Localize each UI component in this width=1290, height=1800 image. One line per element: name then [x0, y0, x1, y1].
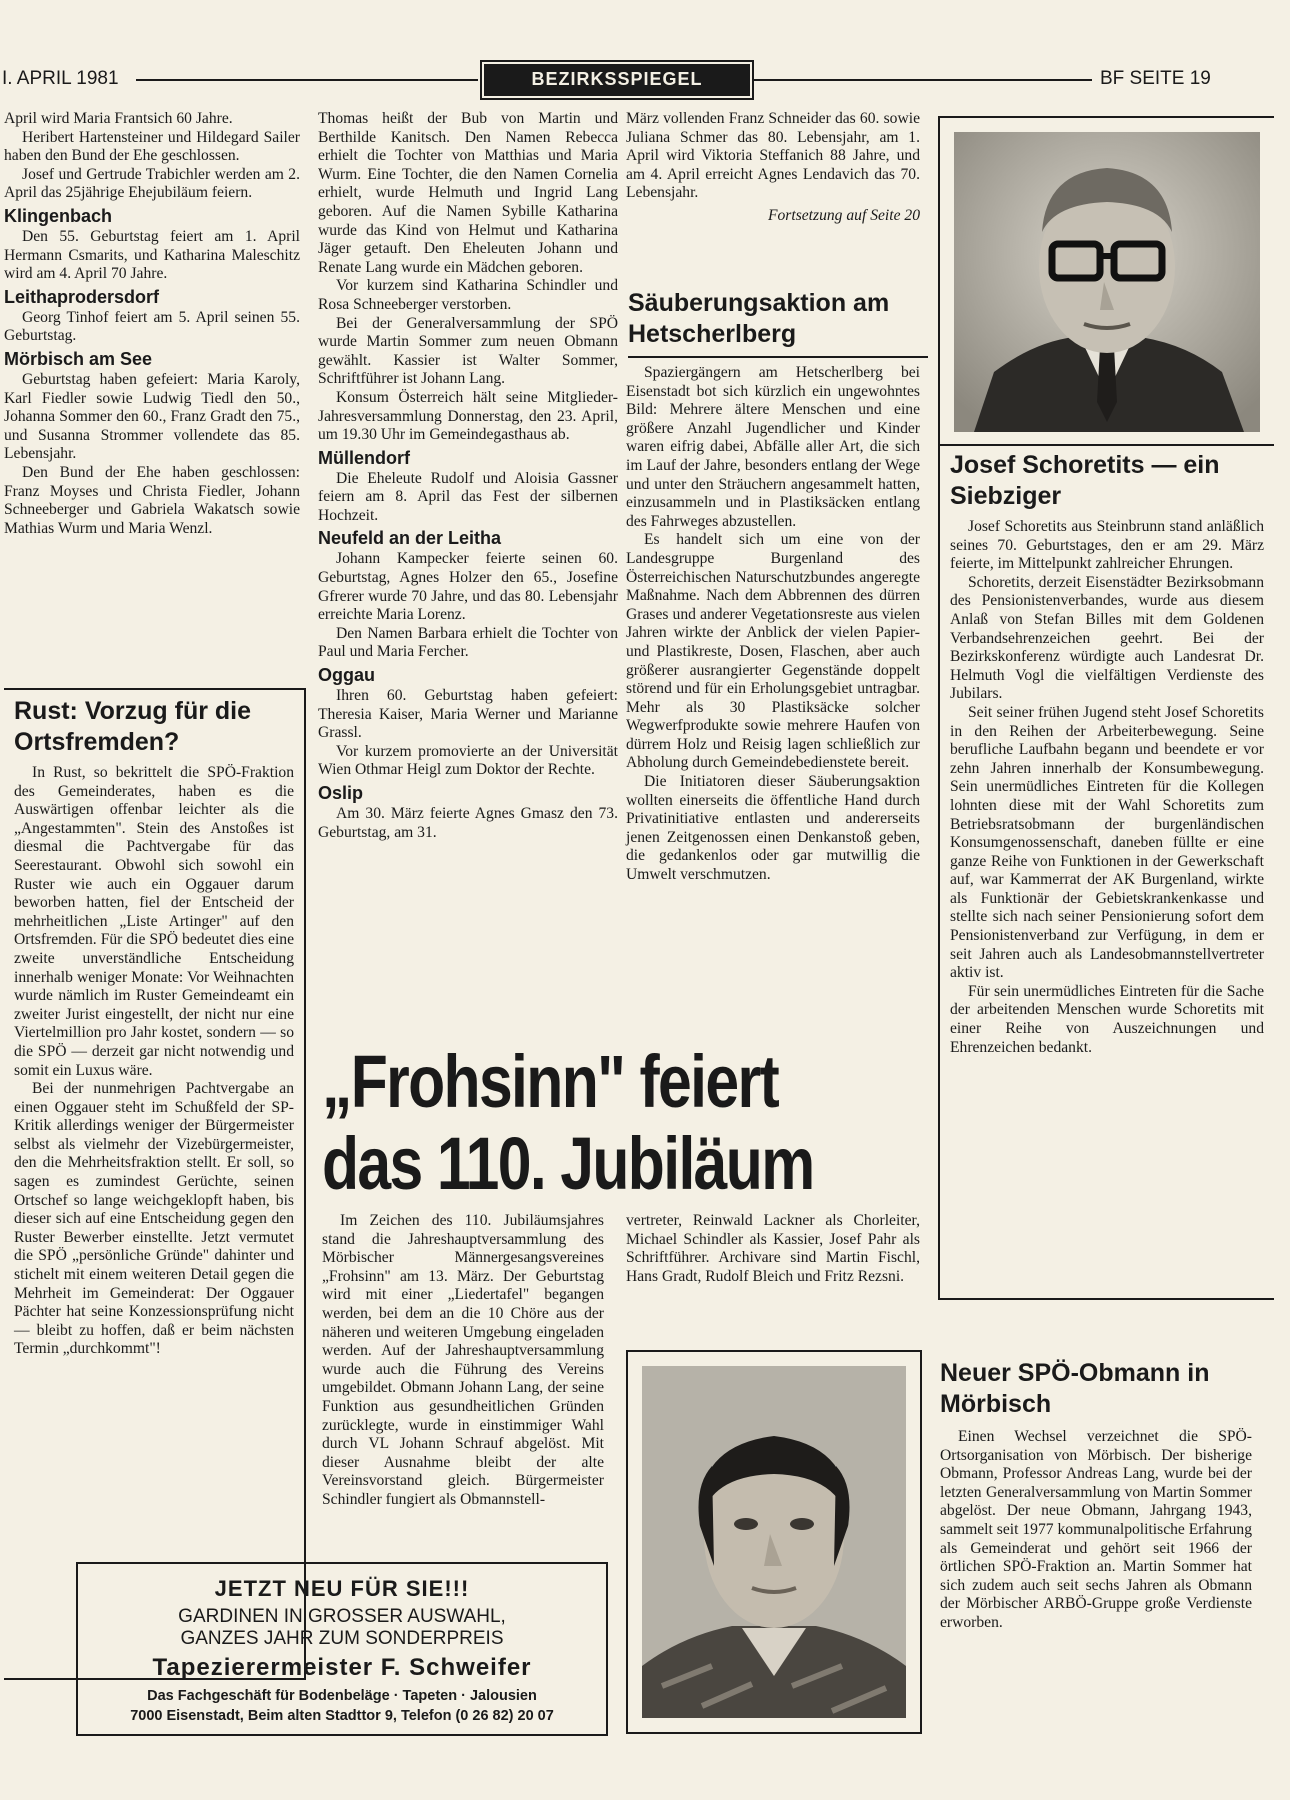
paragraph: Josef Schoretits aus Steinbrunn stand anläßlich seines 70. Geburtstages, den er am 29. März feierte, im Mittelpunkt zahlreicher Ehrungen.: [950, 518, 1264, 573]
rust-headline: Rust: Vorzug für die Ortsfremden?: [14, 697, 252, 756]
ad-company-name: Tapezierermeister F. Schweifer: [152, 1654, 532, 1681]
paragraph: Seit seiner frühen Jugend steht Josef Schoretits in den Reihen der Arbeiterbewegung. Seine berufliche Laufbahn begann und beendete er vor zehn Jahren innerhalb der Konsumbewegung. Sein unermüdliches Eintreten für die Kollegen lohnten diese mit der Wahl Schoretits zum Betriebsratsobmann der burgenländischen Konsumgenossenschaft, daneben füllte er eine ganze Reihe von Funktionen in der Gewerkschaft auf, war Kammerrat der AK Burgenland, wirkte als Funktionär der Gebietskrankenkasse und stellte sich nach seiner Pensionierung sofort dem Pensionistenverband zur Verfügung, in dem er seit Jahren auch als Landesobmannstellvertreter aktiv ist.: [950, 703, 1264, 982]
rust-body: [14, 764, 294, 1359]
paragraph: Thomas heißt der Bub von Martin und Berthilde Kanitsch. Den Namen Rebecca erhielt die Tochter von Matthias und Maria Wurm. Eine Tochter, die den Namen Cornelia erhielt, wurde Helmuth und Ingrid Lang geboren. Auf die Namen Sybille Katharina wurde das Kind von Helmut und Katharina Jäger getauft. Den Eheleuten Johann und Renate Lang wurde ein Mädchen geboren.: [318, 110, 618, 276]
advertisement-box: [76, 1562, 608, 1736]
portrait-schoretits-image: [954, 132, 1260, 432]
hetscherlberg-headline: Säuberungsaktion am Hetscherlberg: [628, 289, 890, 348]
paragraph: Geburtstag haben gefeiert: Maria Karoly, Karl Fiedler sowie Ludwig Tiedl den 50., Johanna Sommer den 60., Franz Gradt den 75., und Susanna Strommer vollendete das 85. Lebensjahr.: [4, 370, 300, 463]
subheading-oggau: Oggau: [318, 665, 375, 686]
subheading-klingenbach: Klingenbach: [4, 205, 113, 226]
paragraph: Schoretits, derzeit Eisenstädter Bezirksobmann des Pensionistenverbandes, wurde aus diesem Anlaß von Stefan Billes mit dem Goldenen Verbandsehrenzeichen geehrt. Bei der Bezirkskonferenz würdigte auch Landesrat Dr. Helmuth Vogl die vielfältigen Verdienste des Jubilars.: [950, 573, 1264, 703]
ad-headline: JETZT NEU FÜR SIE!!!: [214, 1576, 470, 1601]
paragraph: Für sein unermüdliches Eintreten für die Sache der arbeitenden Menschen wurde Schoretits mit einer Reihe von Auszeichnungen und Ehrenzeichen bedankt.: [950, 982, 1264, 1056]
paragraph: Die Eheleute Rudolf und Aloisia Gassner feiern am 8. April das Fest der silbernen Hochzeit.: [318, 469, 618, 524]
paragraph: Den Namen Barbara erhielt die Tochter von Paul und Maria Fercher.: [318, 624, 618, 661]
paragraph: Den Bund der Ehe haben geschlossen: Franz Moyses und Christa Fiedler, Johann Schneeberger und Gabriela Wakatsch sowie Mathias Wurm und Maria Wenzl.: [4, 463, 300, 537]
sommer-photo-frame: [626, 1350, 922, 1734]
paragraph: Vor kurzem sind Katharina Schindler und Rosa Schneeberger verstorben.: [318, 277, 618, 313]
schoretits-article-box: [938, 116, 1274, 1300]
page-header: [0, 60, 1290, 100]
hetscherlberg-body: [626, 364, 920, 885]
frohsinn-body-right: [626, 1212, 920, 1286]
frohsinn-headline-line1: „Frohsinn" feiert: [322, 1040, 779, 1123]
paragraph: Bei der nunmehrigen Pachtvergabe an einen Oggauer steht im Schußfeld der SP-Kritik allerdings weniger der Bürgermeister selbst als vielmehr der Vizebürgermeister, den die Mehrheitsfraktion stellt. Er soll, so sagen es zumindest Gerüchte, seinen Ortschef so lange weichgeklopft haben, bis dieser sich auf eine Entscheidung gegen den Ruster Bewerber einstellte. Jetzt vermutet die SPÖ „persönliche Gründe" dahinter und stichelt mit einem weiteren Detail gegen die Mehrheit im Gemeinderat: Der Oggauer Pächter hat seine Konzessionsprüfung nicht — bleibt zu hoffen, daß er beim nächsten Termin „durchkommt"!: [14, 1080, 294, 1358]
paragraph: vertreter, Reinwald Lackner als Chorleiter, Michael Schindler als Kassier, Josef Pahr als Schriftführer. Archivare sind Martin Fischl, Hans Gradt, Rudolf Bleich und Fritz Rezsni.: [626, 1212, 920, 1285]
paragraph: Ihren 60. Geburtstag haben gefeiert: Theresia Kaiser, Maria Werner und Marianne Grassl.: [318, 687, 618, 742]
paragraph: In Rust, so bekrittelt die SPÖ-Fraktion des Gemeinderates, haben es die Auswärtigen offenbar leichter als die „Angestammten". Stein des Anstoßes ist diesmal die Pachtvergabe für das Seerestaurant. Obwohl sich sowohl ein Ruster wie auch ein Oggauer darum beworben hatten, fiel der Entscheid der mehrheitlichen „Liste Artinger" auf den Ortsfremden. Für die SPÖ bedeutet dies eine zweite unverständliche Entscheidung innerhalb weniger Monate: Vor Weihnachten wurde nämlich im Ruster Gemeindeamt ein zweiter Jurist eingestellt, der nicht nur eine Viertelmillion pro Jahr kostet, sondern — so die SPÖ — derzeit gar nicht notwendig und somit ein Luxus wäre.: [14, 764, 294, 1079]
ad-line-3: GANZES JAHR ZUM SONDERPREIS: [180, 1628, 504, 1649]
section-banner: [484, 64, 750, 96]
paragraph: Im Zeichen des 110. Jubiläumsjahres stand die Jahreshauptversammlung des Mörbischer Männergesangsvereines „Frohsinn" am 13. März. Der Geburtstag wird mit einer „Liedertafel" begangen werden, bei dem an die 10 Chöre aus der näheren und weiteren Umgebung eingeladen werden. Auf der Jahreshauptversammlung wurde auch die Führung des Vereins umgebildet. Obmann Johann Lang, der seine Funktion aus gesundheitlichen Gründen zurücklegte, wurde in einstimmiger Wahl durch VL Johann Schrauf abgelöst. Mit dieser Ausnahme bleibt der alte Vereinsvorstand gleich. Bürgermeister Schindler fungiert als Obmannstell-: [322, 1212, 604, 1508]
ad-address: 7000 Eisenstadt, Beim alten Stadttor 9, Telefon (0 26 82) 20 07: [130, 1708, 554, 1724]
paragraph: Heribert Hartensteiner und Hildegard Sailer haben den Bund der Ehe geschlossen.: [4, 128, 300, 165]
portrait-photo-schoretits: [954, 132, 1260, 432]
headline-rule: [628, 356, 928, 358]
paragraph: Spaziergängern am Hetscherlberg bei Eisenstadt bot sich kürzlich ein ungewohntes Bild: Mehrere ältere Menschen und eine größere Anzahl Jugendlicher und Kinder waren eifrig dabei, Abfälle aller Art, die sich im Lauf der Jahre, besonders entlang der Wege und unter den Sträuchern angesammelt hatten, einzusammeln und in Plastiksäcken entlang des Fahrweges abzustellen.: [626, 364, 920, 530]
frohsinn-headline-line2: das 110. Jubiläum: [322, 1122, 814, 1205]
subheading-moerbisch: Mörbisch am See: [4, 348, 153, 369]
paragraph: Den 55. Geburtstag feiert am 1. April Hermann Csmarits, und Katharina Maleschitz wird am 4. April 70 Jahre.: [4, 227, 300, 283]
paragraph: Es handelt sich um eine von der Landesgruppe Burgenland des Österreichischen Naturschutzbundes angeregte Maßnahme. Nach dem Abbrennen des dürren Grases und anderer Vegetationsreste aus vielen Jahren wirkte der Anblick der vielen Papier- und Plastikreste, Dosen, Flaschen, aber auch größerer ausrangierter Gegenstände doppelt störend und für ein Erholungsgebiet untragbar. Mehr als 30 Plastiksäcke solcher Wegwerfprodukte sowie mehrere Haufen von dürrem Holz und Reisig lagen schließlich zur Abholung durch Gemeindebedienstete bereit.: [626, 531, 920, 772]
paragraph: Johann Kampecker feierte seinen 60. Geburtstag, Agnes Holzer den 65., Josefine Gfrerer wurde 70 Jahre, und das 80. Lebensjahr erreichte Maria Lorenz.: [318, 550, 618, 624]
section-title: BEZIRKSSPIEGEL: [531, 69, 703, 89]
paragraph: Vor kurzem promovierte an der Universität Wien Othmar Heigl zum Doktor der Rechte.: [318, 742, 618, 779]
paragraph: Am 30. März feierte Agnes Gmasz den 73. Geburtstag, am 31.: [318, 805, 618, 841]
paragraph: Die Initiatoren dieser Säuberungsaktion wollten einerseits die öffentliche Hand durch Privatinitiative entlasten und andererseits jenen Zeitgenossen einen Denkanstoß geben, die gedankenlos oder gar mutwillig die Umwelt verschmutzen.: [626, 773, 920, 884]
frohsinn-body-left: [322, 1212, 604, 1510]
paragraph: Bei der Generalversammlung der SPÖ wurde Martin Sommer zum neuen Obmann gewählt. Kassier ist Walter Sommer, Schriftführer ist Johann Lang.: [318, 314, 618, 388]
subheading-muellendorf: Müllendorf: [318, 447, 410, 468]
subheading-neufeld: Neufeld an der Leitha: [318, 528, 502, 549]
portrait-photo-sommer: [642, 1366, 906, 1718]
paragraph: Georg Tinhof feiert am 5. April seinen 55. Geburtstag.: [4, 308, 300, 345]
header-rule-left: [136, 79, 478, 81]
continued-note: Fortsetzung auf Seite 20: [767, 206, 920, 224]
subheading-oslip: Oslip: [318, 783, 364, 803]
obmann-headline: Neuer SPÖ-Obmann in Mörbisch: [940, 1359, 1210, 1418]
subheading-leithaprodersdorf: Leithaprodersdorf: [4, 286, 160, 307]
header-rule-right: [754, 79, 1092, 81]
photo-divider: [940, 444, 1274, 446]
schoretits-body: [950, 518, 1264, 1057]
column-2: [318, 110, 618, 842]
paragraph: Josef und Gertrude Trabichler werden am 2. April das 25jährige Ehejubiläum feiern.: [4, 165, 300, 202]
ad-line-2: GARDINEN IN GROSSER AUSWAHL,: [178, 1606, 506, 1627]
column-1: [4, 110, 300, 538]
paragraph: April wird Maria Frantsich 60 Jahre.: [4, 110, 233, 127]
column-3: [626, 110, 920, 226]
issue-date: I. APRIL 1981: [2, 68, 119, 89]
schoretits-headline: Josef Schoretits — ein Siebziger: [950, 451, 1220, 510]
paragraph: März vollenden Franz Schneider das 60. sowie Juliana Schmer das 80. Lebensjahr, am 1. April wird Viktoria Steffanich 88 Jahre, und am 4. April erreicht Agnes Lendavich das 70. Lebensjahr.: [626, 110, 920, 202]
obmann-body: [940, 1428, 1252, 1633]
paragraph: Konsum Österreich hält seine Mitglieder-Jahresversammlung Donnerstag, den 23. April, um 19.30 Uhr im Gemeindegasthaus ab.: [318, 388, 618, 444]
rust-article-box: [4, 688, 306, 1680]
page-number: BF SEITE 19: [1100, 68, 1211, 89]
portrait-sommer-image: [642, 1366, 906, 1718]
ad-services: Das Fachgeschäft für Bodenbeläge · Tapeten · Jalousien: [147, 1688, 537, 1704]
paragraph: Einen Wechsel verzeichnet die SPÖ-Ortsorganisation von Mörbisch. Der bisherige Obmann, Professor Andreas Lang, wurde bei der letzten Generalversammlung von Martin Sommer abgelöst. Der neue Obmann, Jahrgang 1943, sammelt seit 1977 kommunalpolitische Erfahrung als Gemeinderat und gehört seit 1966 der örtlichen SPÖ-Fraktion an. Martin Sommer hat sich zudem auch seit sechs Jahren als Obmann der Mörbischer ARBÖ-Gruppe große Verdienste erworben.: [940, 1428, 1252, 1631]
